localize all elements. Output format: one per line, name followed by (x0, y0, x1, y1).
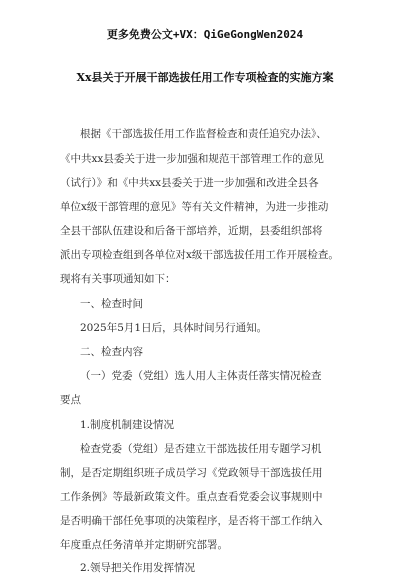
watermark-header: 更多免费公文+VX：QiGeGongWen2024 (106, 28, 304, 41)
body-line: 根据《干部选拔任用工作监督检查和责任追究办法》、 (80, 128, 327, 140)
body-line: 《中共xx县委关于进一步加强和规范干部管理工作的意见 (60, 153, 324, 165)
body-line: 派出专项检查组到各单位对x级干部选拔任用工作开展检查。 (60, 249, 339, 261)
document-title: Xx县关于开展干部选拔任用工作专项检查的实施方案 (76, 71, 334, 84)
item-heading: 2.领导把关作用发挥情况 (80, 562, 196, 574)
section-heading: 一、检查时间 (80, 298, 143, 310)
body-line: 检查党委（党组）是否建立干部选拔任用专题学习机 (80, 443, 322, 455)
body-line: 要点 (60, 394, 81, 406)
body-line: 是否明确干部任免事项的决策程序，是否将干部工作纳入 (60, 515, 323, 527)
subsection-heading: （一）党委（党组）选人用人主体责任落实情况检查 (80, 370, 322, 382)
body-line: 现将有关事项通知如下： (60, 273, 176, 285)
body-line: 年度重点任务清单并定期研究部署。 (60, 539, 228, 551)
body-line: 2025年5月1日后，具体时间另行通知。 (80, 322, 268, 334)
body-line: 单位x级干部管理的意见》等有关文件精神，为进一步推动 (60, 201, 329, 213)
body-line: 工作条例》等最新政策文件。重点查看党委会议事规则中 (60, 491, 323, 503)
body-line: （试行）》和《中共xx县委关于进一步加强和改进全县各 (60, 177, 319, 189)
section-heading: 二、检查内容 (80, 346, 143, 358)
body-line: 全县干部队伍建设和后备干部培养，近期，县委组织部将 (60, 225, 323, 237)
body-line: 制，是否定期组织班子成员学习《党政领导干部选拔任用 (60, 467, 323, 479)
item-heading: 1.制度机制建设情况 (80, 419, 175, 431)
